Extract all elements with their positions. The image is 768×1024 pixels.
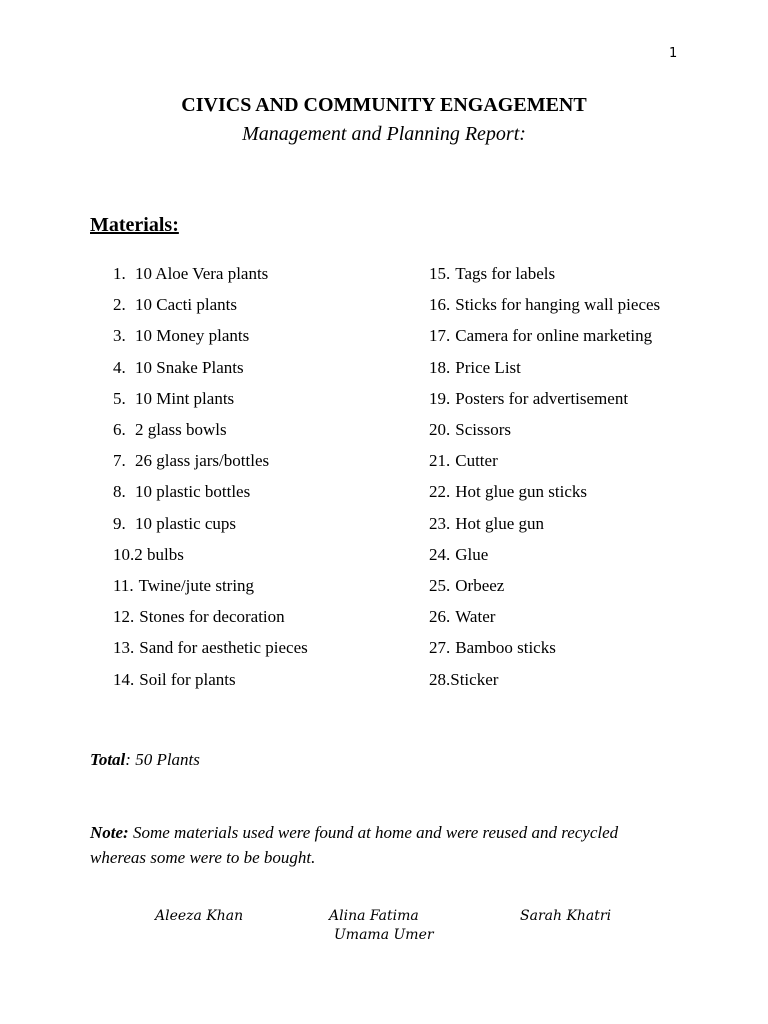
list-item	[113, 514, 236, 534]
list-item-number: 25.	[429, 576, 451, 595]
note-label: Note:	[90, 823, 129, 842]
list-item-text: Stones for decoration	[139, 607, 285, 627]
list-item	[429, 482, 587, 502]
list-item-text: 2 glass bowls	[135, 420, 227, 439]
list-item-number: 4.	[113, 357, 126, 377]
list-item-number: 14.	[113, 669, 135, 689]
author-name: Sarah Khatri	[520, 908, 612, 924]
list-item-text: Price List	[455, 357, 521, 377]
list-item	[113, 358, 244, 378]
list-item	[113, 420, 227, 440]
list-item	[113, 482, 250, 502]
list-item	[429, 607, 495, 627]
list-item	[429, 295, 660, 315]
list-item-number: 22.	[429, 482, 451, 502]
list-item-number: 17.	[429, 326, 451, 346]
note-paragraph	[90, 820, 660, 870]
list-item	[429, 420, 511, 440]
list-item-number: 6.	[113, 420, 126, 439]
list-item-number: 13.	[113, 638, 135, 658]
list-item-number: 24.	[429, 544, 451, 564]
list-item-text: 2 bulbs	[134, 544, 184, 564]
list-item-number: 18.	[429, 357, 451, 377]
page-number: 1	[669, 46, 678, 61]
list-item	[113, 295, 237, 315]
list-item-number: 26.	[429, 607, 451, 627]
list-item-text: Sticker	[450, 669, 499, 689]
list-item-number: 15.	[429, 264, 451, 283]
list-item-text: Soil for plants	[139, 669, 236, 689]
list-item-text: Hot glue gun	[455, 513, 545, 533]
list-item-number: 1.	[113, 264, 126, 283]
list-item-text: Sand for aesthetic pieces	[139, 638, 308, 658]
list-item	[429, 451, 498, 471]
list-item-text: Scissors	[455, 420, 511, 439]
note-text: Some materials used were found at home and were reused and recycled whereas some were to be bought.	[90, 823, 619, 867]
list-item-text: Hot glue gun sticks	[455, 482, 587, 502]
list-item	[429, 389, 628, 409]
list-item-number: 7.	[113, 451, 126, 471]
list-item-text: Twine/jute string	[138, 576, 255, 595]
list-item-number: 8.	[113, 482, 126, 502]
list-item-number: 3.	[113, 326, 126, 346]
list-item-text: Cutter	[455, 451, 498, 471]
list-item	[429, 638, 556, 658]
list-item	[113, 638, 308, 658]
author-name: Aleeza Khan	[155, 908, 244, 924]
list-item-number: 5.	[113, 388, 126, 408]
list-item-number: 16.	[429, 295, 451, 315]
list-item-text: 10 Mint plants	[135, 388, 235, 408]
total-value: : 50 Plants	[125, 750, 200, 769]
list-item	[113, 326, 249, 346]
list-item-text: 10 Aloe Vera plants	[135, 264, 269, 283]
list-item	[429, 514, 544, 534]
list-item	[113, 389, 234, 409]
list-item-number: 27.	[429, 638, 451, 658]
list-item	[429, 264, 555, 284]
list-item	[113, 545, 184, 565]
list-item-number: 23.	[429, 513, 451, 533]
list-item	[429, 326, 652, 346]
author-name: Umama Umer	[334, 927, 434, 943]
list-item	[113, 576, 254, 596]
list-item	[113, 264, 268, 284]
list-item-text: Orbeez	[455, 576, 505, 595]
list-item	[429, 576, 504, 596]
list-item-number: 10.	[113, 544, 135, 564]
list-item-number: 9.	[113, 513, 126, 533]
total-line	[90, 750, 200, 770]
list-item	[429, 358, 521, 378]
list-item	[113, 607, 285, 627]
list-item-number: 21.	[429, 451, 451, 471]
list-item-text: Tags for labels	[455, 264, 556, 283]
list-item-text: Water	[455, 607, 496, 627]
list-item-text: Sticks for hanging wall pieces	[455, 295, 661, 315]
list-item-number: 11.	[113, 576, 134, 595]
list-item-number: 12.	[113, 607, 135, 627]
list-item-text: 10 Cacti plants	[135, 295, 237, 315]
list-item-number: 19.	[429, 388, 451, 408]
list-item-text: 10 Snake Plants	[135, 357, 244, 377]
author-name: Alina Fatima	[329, 908, 419, 924]
list-item	[429, 545, 488, 565]
total-label: Total	[90, 750, 126, 769]
report-title: CIVICS AND COMMUNITY ENGAGEMENT	[181, 94, 587, 116]
list-item-number: 2.	[113, 295, 126, 315]
materials-heading: Materials:	[90, 214, 179, 236]
list-item	[429, 670, 498, 690]
list-item	[113, 670, 236, 690]
list-item-text: 10 Money plants	[135, 326, 250, 346]
list-item-text: Bamboo sticks	[455, 638, 556, 658]
list-item-text: Posters for advertisement	[455, 388, 629, 408]
list-item	[113, 451, 269, 471]
list-item-text: 10 plastic bottles	[135, 482, 251, 502]
list-item-number: 20.	[429, 420, 451, 439]
list-item-text: 26 glass jars/bottles	[135, 451, 270, 471]
list-item-text: Glue	[455, 544, 489, 564]
list-item-number: 28.	[429, 669, 451, 689]
list-item-text: 10 plastic cups	[135, 513, 237, 533]
list-item-text: Camera for online marketing	[455, 326, 653, 346]
report-subtitle: Management and Planning Report:	[242, 123, 526, 145]
